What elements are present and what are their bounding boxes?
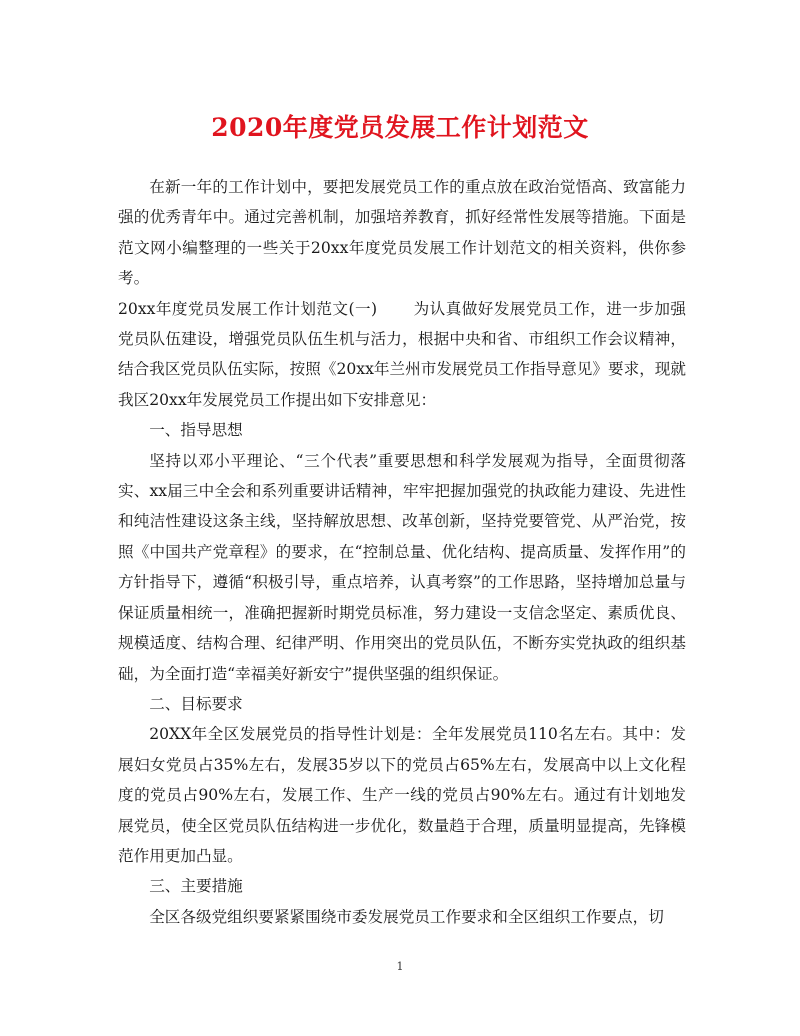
section-text: 为认真做好发展党员工作，进一步加强党员队伍建设，增强党员队伍生机与活力，根据中央和省、市组织工作会议精神，结合我区党员队伍实际，按照《20xx年兰州市发展党员工作指导意见》要求，现就我区20xx年发展党员工作提出如下安排意见： (118, 299, 686, 409)
heading-guiding-thought: 一、指导思想 (149, 421, 243, 440)
section-label: 20xx年度党员发展工作计划范文(一) (118, 299, 378, 318)
document-title: 2020年度党员发展工作计划范文 (211, 113, 589, 142)
heading-target-requirements: 二、目标要求 (149, 694, 243, 713)
target-requirements-paragraph: 20XX年全区发展党员的指导性计划是：全年发展党员110名左右。其中：发展妇女党员占35%左右，发展35岁以下的党员占65%左右，发展高中以上文化程度的党员占90%左右，发展工作、生产一线的党员占90%左右。通过有计划地发展党员，使全区党员队伍结构进一步优化，数量趋于合理，质量明显提高，先锋模范作用更加凸显。 (118, 725, 686, 865)
main-measures-paragraph: 全区各级党组织要紧紧围绕市委发展党员工作要求和全区组织工作要点，切 (149, 907, 664, 926)
document-body (118, 172, 686, 932)
intro-paragraph: 在新一年的工作计划中，要把发展党员工作的重点放在政治觉悟高、致富能力强的优秀青年中。通过完善机制，加强培养教育，抓好经常性发展等措施。下面是范文网小编整理的一些关于20xx年度党员发展工作计划范文的相关资料，供你参考。 (118, 178, 686, 288)
heading-main-measures: 三、主要措施 (149, 877, 243, 896)
page-number: 1 (396, 960, 404, 973)
guiding-thought-paragraph: 坚持以邓小平理论、“三个代表”重要思想和科学发展观为指导，全面贯彻落实、xx届三中全会和系列重要讲话精神，牢牢把握加强党的执政能力建设、先进性和纯洁性建设这条主线，坚持解放思想、改革创新，坚持党要管党、从严治党，按照《中国共产党章程》的要求，在“控制总量、优化结构、提高质量、发挥作用”的方针指导下，遵循“积极引导，重点培养，认真考察”的工作思路，坚持增加总量与保证质量相统一，准确把握新时期党员标准，努力建设一支信念坚定、素质优良、规模适度、结构合理、纪律严明、作用突出的党员队伍，不断夯实党执政的组织基础，为全面打造“幸福美好新安宁”提供坚强的组织保证。 (118, 451, 686, 683)
section-paragraph (118, 294, 686, 416)
